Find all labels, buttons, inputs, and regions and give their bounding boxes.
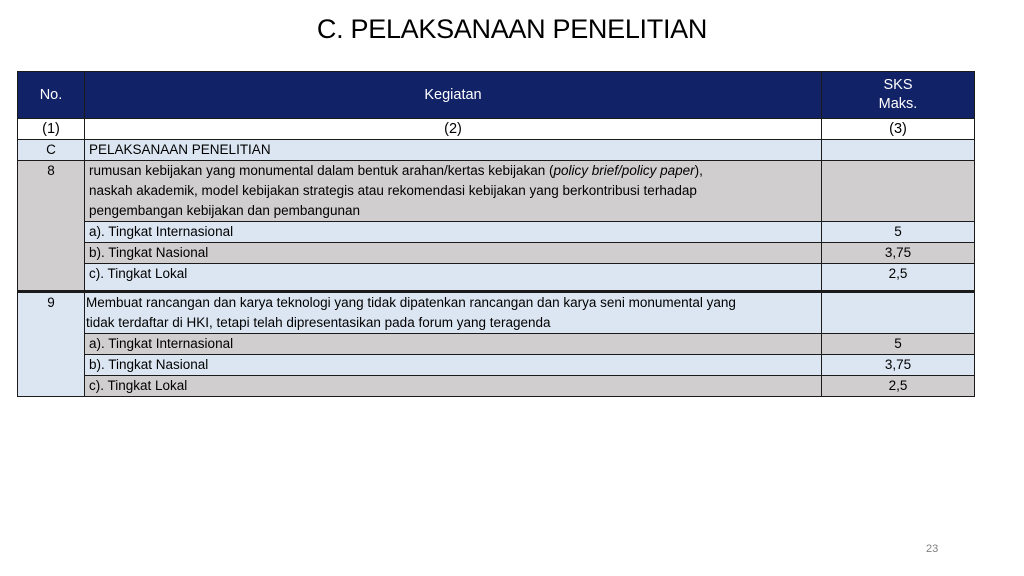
item-8-line-3: pengembangan kebijakan dan pembangunan <box>89 203 360 218</box>
item-9-sub-value: 5 <box>822 334 975 355</box>
page-title: C. PELAKSANAAN PENELITIAN <box>316 14 708 44</box>
header-kegiatan: Kegiatan <box>85 72 822 119</box>
item-8-sub-row <box>18 222 975 243</box>
item-9-sks <box>822 292 975 334</box>
sks-table <box>17 71 975 397</box>
item-9-row <box>18 292 975 334</box>
item-9-sub-label: c). Tingkat Lokal <box>85 376 822 397</box>
item-8-text-italic: policy brief/policy paper <box>553 163 695 178</box>
section-sks <box>822 140 975 161</box>
section-label: PELAKSANAAN PENELITIAN <box>85 140 822 161</box>
item-9-sub-value: 2,5 <box>822 376 975 397</box>
item-9-sub-label: b). Tingkat Nasional <box>85 355 822 376</box>
item-8-text-b: ), <box>694 163 703 178</box>
header-no: No. <box>18 72 85 119</box>
index-col-3: (3) <box>822 119 975 140</box>
item-8-sub-value: 2,5 <box>822 264 975 292</box>
section-no: C <box>18 140 85 161</box>
item-8-sub-row <box>18 264 975 292</box>
page-number: 23 <box>926 543 939 555</box>
index-col-2: (2) <box>85 119 822 140</box>
item-8-text-a: rumusan kebijakan yang monumental dalam bentuk arahan/kertas kebijakan ( <box>89 163 554 178</box>
item-8-sub-value: 3,75 <box>822 243 975 264</box>
item-9-line-2: tidak terdaftar di HKI, tetapi telah dipresentasikan pada forum yang teragenda <box>86 315 551 330</box>
item-8-sks <box>822 161 975 222</box>
index-col-1: (1) <box>18 119 85 140</box>
item-8-sub-label: c). Tingkat Lokal <box>85 264 822 292</box>
item-8-no: 8 <box>18 161 85 292</box>
item-8-sub-label: b). Tingkat Nasional <box>85 243 822 264</box>
item-9-description <box>85 292 822 334</box>
item-9-line-1: Membuat rancangan dan karya teknologi yang tidak dipatenkan rancangan dan karya seni monumental yang <box>86 295 736 310</box>
item-8-sub-row <box>18 243 975 264</box>
header-sks-line1: SKS <box>883 77 913 93</box>
item-8-description <box>85 161 822 222</box>
item-9-sub-row <box>18 334 975 355</box>
item-8-sub-label: a). Tingkat Internasional <box>85 222 822 243</box>
item-9-sub-row <box>18 355 975 376</box>
header-sks-line2: Maks. <box>878 96 918 112</box>
item-8-row <box>18 161 975 222</box>
section-row <box>18 140 975 161</box>
item-9-sub-label: a). Tingkat Internasional <box>85 334 822 355</box>
item-9-sub-row <box>18 376 975 397</box>
item-9-sub-value: 3,75 <box>822 355 975 376</box>
item-8-sub-value: 5 <box>822 222 975 243</box>
table-header-row <box>18 72 975 119</box>
item-8-line-2: naskah akademik, model kebijakan strategis atau rekomendasi kebijakan yang berkontribusi terhadap <box>89 183 697 198</box>
item-9-no: 9 <box>18 292 85 397</box>
header-sks <box>822 72 975 119</box>
index-row <box>18 119 975 140</box>
